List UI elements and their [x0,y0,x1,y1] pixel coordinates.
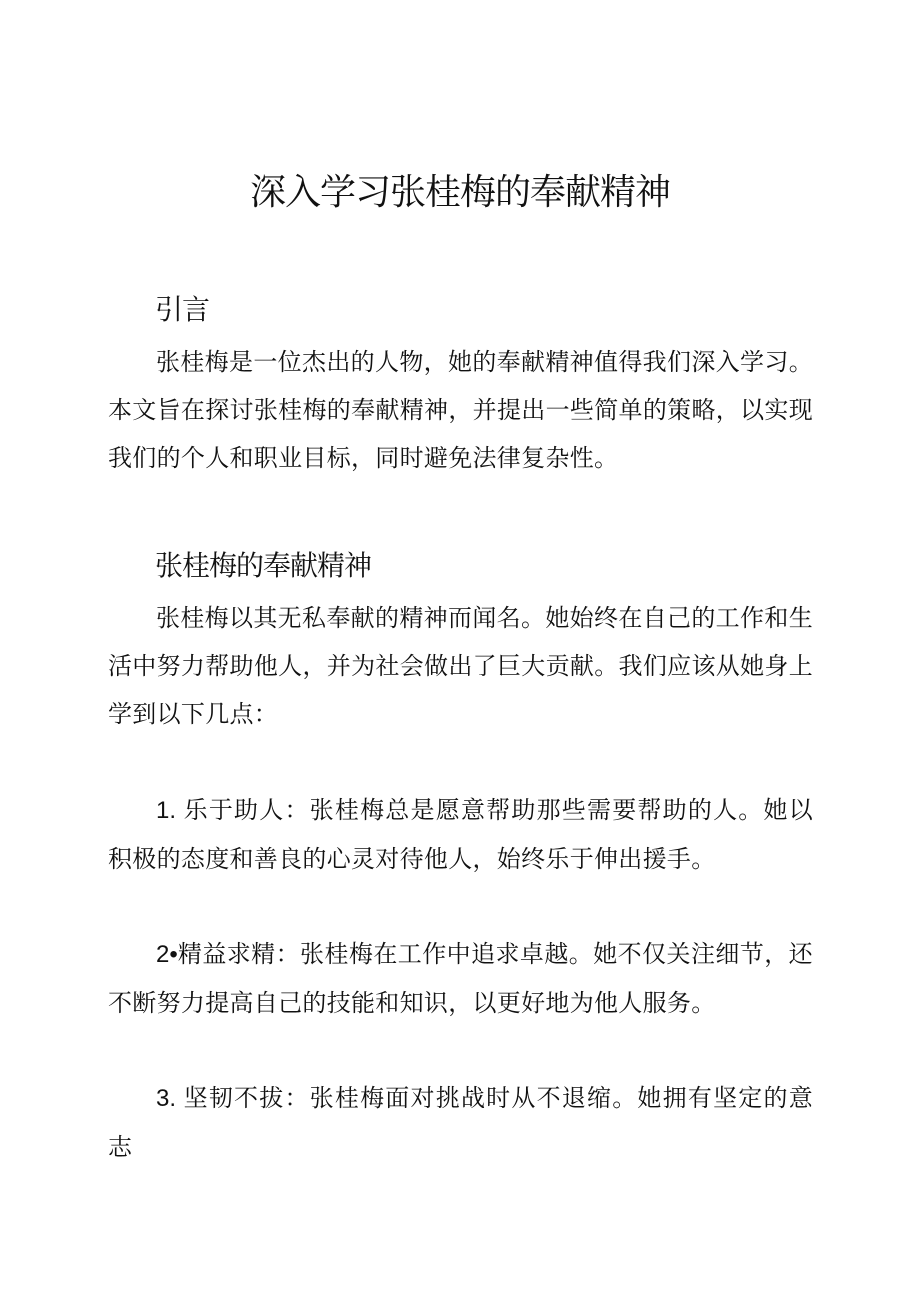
list-item-text: 乐于助人：张桂梅总是愿意帮助那些需要帮助的人。她以积极的态度和善良的心灵对待他人，始终乐于伸出援手。 [108,796,814,873]
document-title: 深入学习张桂梅的奉献精神 [249,172,670,213]
list-item-text: 精益求精：张桂梅在工作中追求卓越。她不仅关注细节，还不断努力提高自己的技能和知识，以更好地为他人服务。 [108,940,813,1017]
list-item-text: 坚韧不拔：张桂梅面对挑战时从不退缩。她拥有坚定的意志 [108,1084,814,1161]
intro-paragraph: 张桂梅是一位杰出的人物，她的奉献精神值得我们深入学习。本文旨在探讨张桂梅的奉献精神，并提出一些简单的策略，以实现我们的个人和职业目标，同时避免法律复杂性。 [108,348,813,472]
list-item-1 [108,786,813,883]
list-item-number: 2• [156,941,178,968]
list-item-number: 3. [156,1085,184,1112]
section-heading-spirit: 张桂梅的奉献精神 [155,549,372,582]
list-item-number: 1. [156,797,184,824]
list-item-2 [108,930,813,1027]
list-item-3 [108,1074,813,1171]
section-heading-intro: 引言 [155,293,210,326]
spirit-paragraph: 张桂梅以其无私奉献的精神而闻名。她始终在自己的工作和生活中努力帮助他人，并为社会做出了巨大贡献。我们应该从她身上学到以下几点： [108,604,813,728]
